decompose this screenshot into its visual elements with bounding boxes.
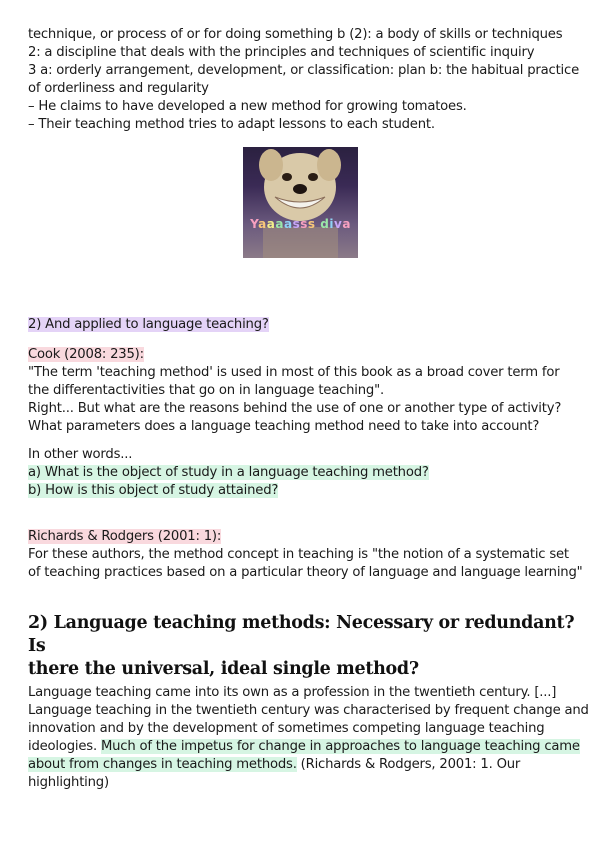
richards-citation: Richards & Rodgers (2001: 1): bbox=[28, 529, 222, 544]
caption-letter: d bbox=[320, 217, 330, 231]
paragraph-line: innovation and by the development of sometimes competing language teaching bbox=[28, 721, 545, 736]
highlighted-text: about from changes in teaching methods. bbox=[28, 757, 297, 772]
caption-letter: a bbox=[275, 217, 284, 231]
plain-text: (Richards & Rodgers, 2001: 1. Our bbox=[296, 757, 521, 772]
example-line: – He claims to have developed a new method for growing tomatoes. bbox=[28, 99, 467, 114]
section-heading bbox=[28, 612, 588, 681]
definition-line: 3 a: orderly arrangement, development, or classification: plan b: the habitual practice bbox=[28, 63, 579, 78]
caption-letter: v bbox=[333, 217, 343, 231]
paragraph-line: Language teaching in the twentieth century was characterised by frequent change and bbox=[28, 703, 589, 718]
paragraph-line bbox=[28, 738, 580, 756]
other-words-block bbox=[28, 446, 576, 500]
meme-caption bbox=[243, 217, 358, 231]
quote-line: the differentactivities that go on in language teaching". bbox=[28, 383, 384, 398]
cook-citation: Cook (2008: 235): bbox=[28, 347, 144, 362]
dog-face-icon bbox=[243, 147, 358, 258]
other-words-intro: In other words... bbox=[28, 447, 133, 462]
quote-line: "The term 'teaching method' is used in most of this book as a broad cover term for bbox=[28, 365, 560, 380]
quote-line: For these authors, the method concept in teaching is "the notion of a systematic set bbox=[28, 547, 569, 562]
caption-letter: a bbox=[342, 217, 351, 231]
definition-line: of orderliness and regularity bbox=[28, 81, 209, 96]
caption-letter: Y bbox=[250, 217, 259, 231]
caption-letter: s bbox=[300, 217, 308, 231]
closing-paragraph bbox=[28, 684, 589, 792]
definition-line: 2: a discipline that deals with the principles and techniques of scientific inquiry bbox=[28, 45, 535, 60]
caption-letter: s bbox=[307, 217, 316, 231]
question-b: b) How is this object of study attained? bbox=[28, 483, 279, 498]
question-a: a) What is the object of study in a language teaching method? bbox=[28, 465, 429, 480]
caption-letter: a bbox=[266, 217, 276, 231]
quote-line: Right... But what are the reasons behind the use of one or another type of activity? bbox=[28, 401, 562, 416]
paragraph-line: highlighting) bbox=[28, 775, 109, 790]
caption-letter: a bbox=[258, 217, 267, 231]
caption-letter: s bbox=[292, 217, 301, 231]
highlighted-text: Much of the impetus for change in approaches to language teaching came bbox=[100, 739, 580, 754]
caption-letter: a bbox=[284, 217, 293, 231]
heading-line: there the universal, ideal single method? bbox=[28, 659, 419, 679]
quote-line: of teaching practices based on a particular theory of language and language learning" bbox=[28, 565, 583, 580]
section-question-block bbox=[28, 316, 576, 334]
plain-text: ideologies. bbox=[28, 739, 101, 754]
paragraph-line: Language teaching came into its own as a profession in the twentieth century. [...] bbox=[28, 685, 557, 700]
example-line: – Their teaching method tries to adapt lessons to each student. bbox=[28, 117, 435, 132]
heading-line: 2) Language teaching methods: Necessary or redundant? Is bbox=[28, 613, 575, 656]
cook-quote-block bbox=[28, 346, 576, 436]
caption-letter: i bbox=[329, 217, 334, 231]
dog-meme-image bbox=[243, 147, 358, 258]
quote-line: What parameters does a language teaching method need to take into account? bbox=[28, 419, 540, 434]
definition-block bbox=[28, 26, 579, 134]
section-question: 2) And applied to language teaching? bbox=[28, 317, 269, 332]
richards-quote-block bbox=[28, 528, 583, 582]
definition-line: technique, or process of or for doing something b (2): a body of skills or techniques bbox=[28, 27, 563, 42]
paragraph-line bbox=[28, 756, 576, 774]
